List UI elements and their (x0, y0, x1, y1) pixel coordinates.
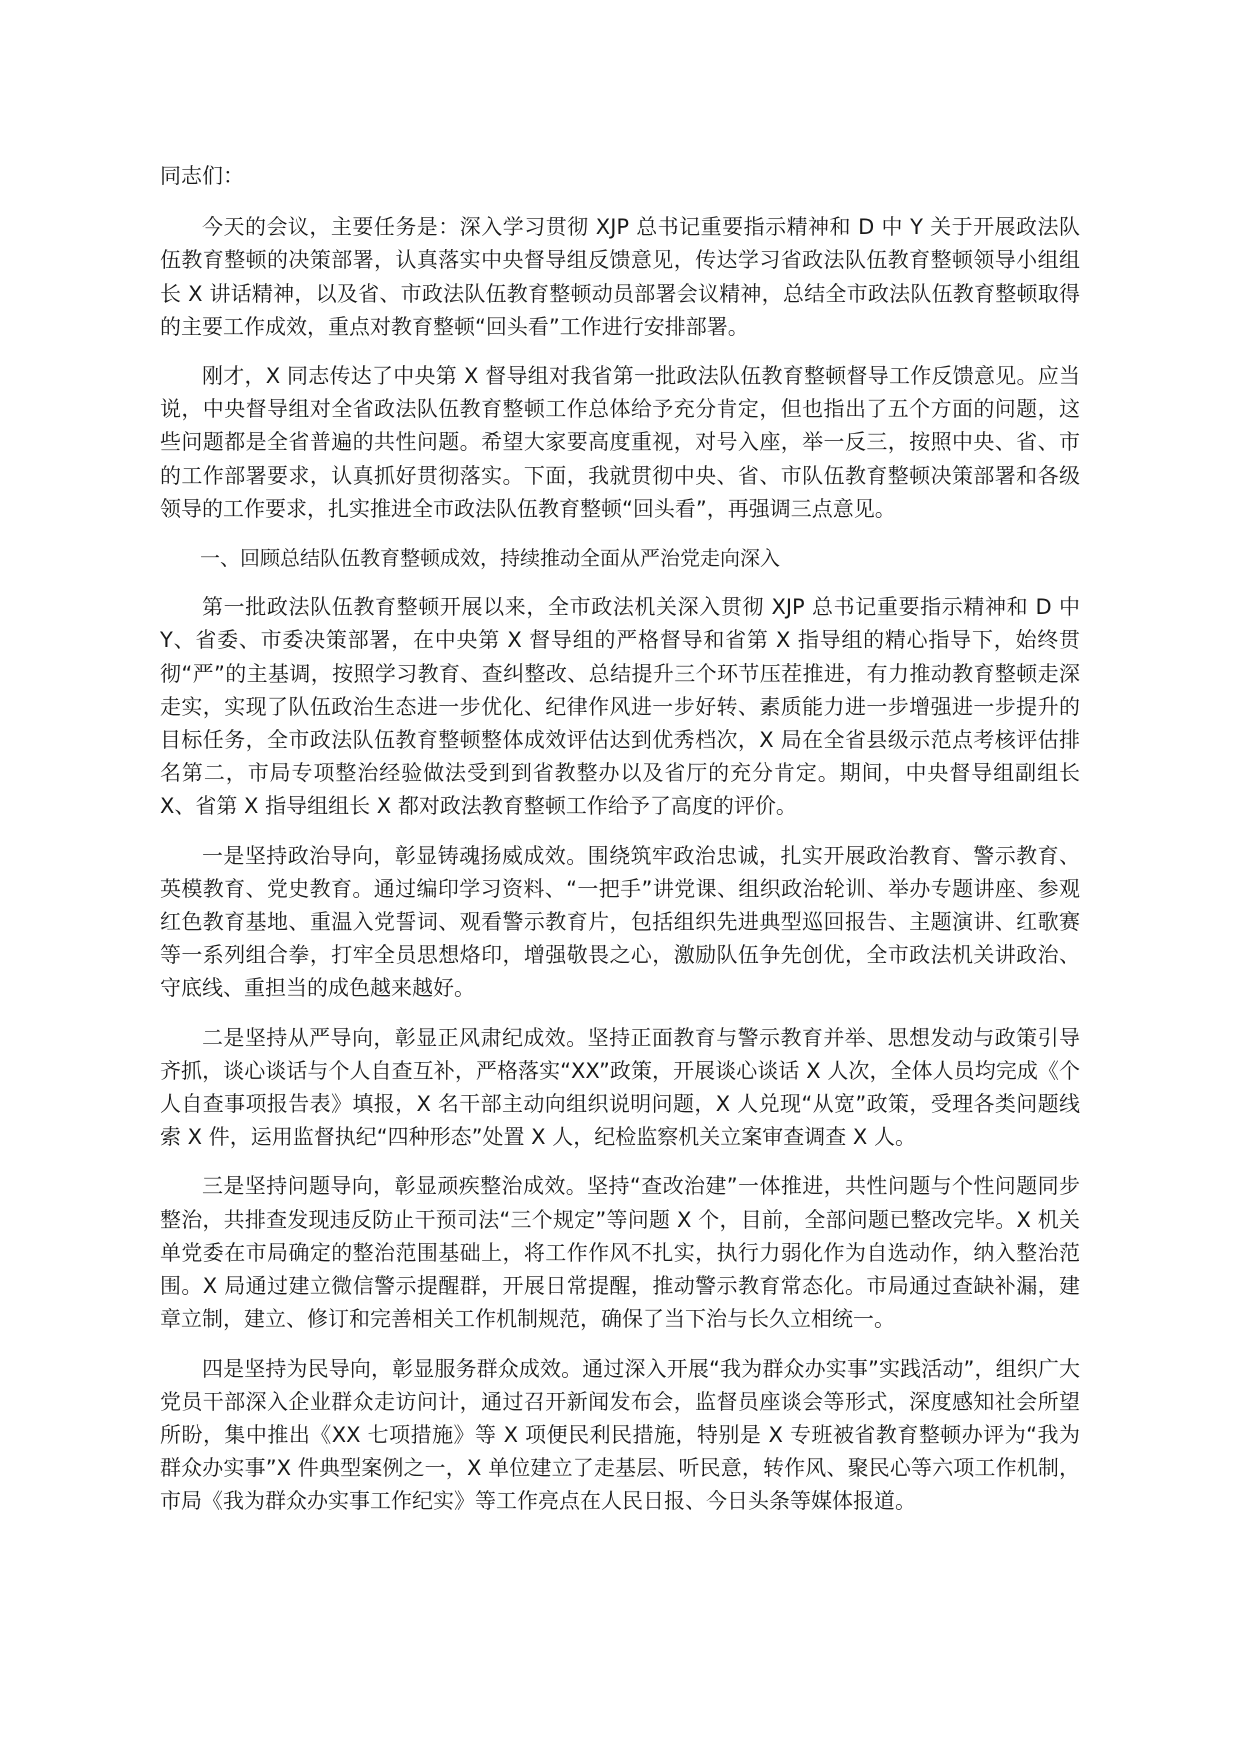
paragraph-feedback: 刚才，X 同志传达了中央第 X 督导组对我省第一批政法队伍教育整顿督导工作反馈意见。应当说，中央督导组对全省政法队伍教育整顿工作总体给予充分肯定，但也指出了五个方面的问题，这些问题都是全省普遍的共性问题。希望大家要高度重视，对号入座，举一反三，按照中央、省、市的工作部署要求，认真抓好贯彻落实。下面，我就贯彻中央、省、市队伍教育整顿决策部署和各级领导的工作要求，扎实推进全市政法队伍教育整顿“回头看”，再强调三点意见。 (160, 364, 1080, 521)
paragraph-political-orientation: 一是坚持政治导向，彰显铸魂扬威成效。围绕筑牢政治忠诚，扎实开展政治教育、警示教育、英模教育、党史教育。通过编印学习资料、“一把手”讲党课、组织政治轮训、举办专题讲座、参观红色教育基地、重温入党誓词、观看警示教育片，包括组织先进典型巡回报告、主题演讲、红歌赛等一系列组合拳，打牢全员思想烙印，增强敬畏之心，激励队伍争先创优，全市政法机关讲政治、守底线、重担当的成色越来越好。 (160, 843, 1080, 1001)
paragraph-overview: 第一批政法队伍教育整顿开展以来，全市政法机关深入贯彻 XJP 总书记重要指示精神和 D 中 Y、省委、市委决策部署，在中央第 X 督导组的严格督导和省第 X 指导组的精心指导下，始终贯彻“严”的主基调，按照学习教育、查纠整改、总结提升三个环节压茬推进，有力推动教育整顿走深走实，实现了队伍政治生态进一步优化、纪律作风进一步好转、素质能力进一步增强进一步提升的目标任务，全市政法队伍教育整顿整体成效评估达到优秀档次，X 局在全省县级示范点考核评估排名第二，市局专项整治经验做法受到到省教整办以及省厅的充分肯定。期间，中央督导组副组长 X、省第 X 指导组组长 X 都对政法教育整顿工作给予了高度的评价。 (160, 595, 1080, 819)
section-heading: 一、回顾总结队伍教育整顿成效，持续推动全面从严治党走向深入 (200, 546, 780, 571)
paragraph-meeting-tasks: 今天的会议，主要任务是：深入学习贯彻 XJP 总书记重要指示精神和 D 中 Y 关于开展政法队伍教育整顿的决策部署，认真落实中央督导组反馈意见，传达学习省政法队伍教育整顿领导小组组长 X 讲话精神，以及省、市政法队伍教育整顿动员部署会议精神，总结全市政法队伍教育整顿取得的主要工作成效，重点对教育整顿“回头看”工作进行安排部署。 (160, 215, 1080, 339)
paragraph-problem-orientation: 三是坚持问题导向，彰显顽疾整治成效。坚持“查改治建”一体推进，共性问题与个性问题同步整治，共排查发现违反防止干预司法“三个规定”等问题 X 个，目前，全部问题已整改完毕。X 机关单党委在市局确定的整治范围基础上，将工作作风不扎实，执行力弱化作为自选动作，纳入整治范围。X 局通过建立微信警示提醒群，开展日常提醒，推动警示教育常态化。市局通过查缺补漏，建章立制，建立、修订和完善相关工作机制规范，确保了当下治与长久立相统一。 (160, 1174, 1080, 1332)
salutation: 同志们： (160, 164, 244, 188)
paragraph-people-orientation: 四是坚持为民导向，彰显服务群众成效。通过深入开展“我为群众办实事”实践活动”，组织广大党员干部深入企业群众走访问计，通过召开新闻发布会，监督员座谈会等形式，深度感知社会所望所盼，集中推出《XX 七项措施》等 X 项便民利民措施，特别是 X 专班被省教育整顿办评为“我为群众办实事”X 件典型案例之一，X 单位建立了走基层、听民意，转作风、聚民心等六项工作机制，市局《我为群众办实事工作纪实》等工作亮点在人民日报、今日头条等媒体报道。 (160, 1356, 1080, 1514)
document-page (160, 160, 1080, 1535)
paragraph-strict-orientation: 二是坚持从严导向，彰显正风肃纪成效。坚持正面教育与警示教育并举、思想发动与政策引导齐抓，谈心谈话与个人自查互补，严格落实“XX”政策，开展谈心谈话 X 人次，全体人员均完成《个人自查事项报告表》填报，X 名干部主动向组织说明问题，X 人兑现“从宽”政策，受理各类问题线索 X 件，运用监督执纪“四种形态”处置 X 人，纪检监察机关立案审查调查 X 人。 (160, 1025, 1080, 1150)
